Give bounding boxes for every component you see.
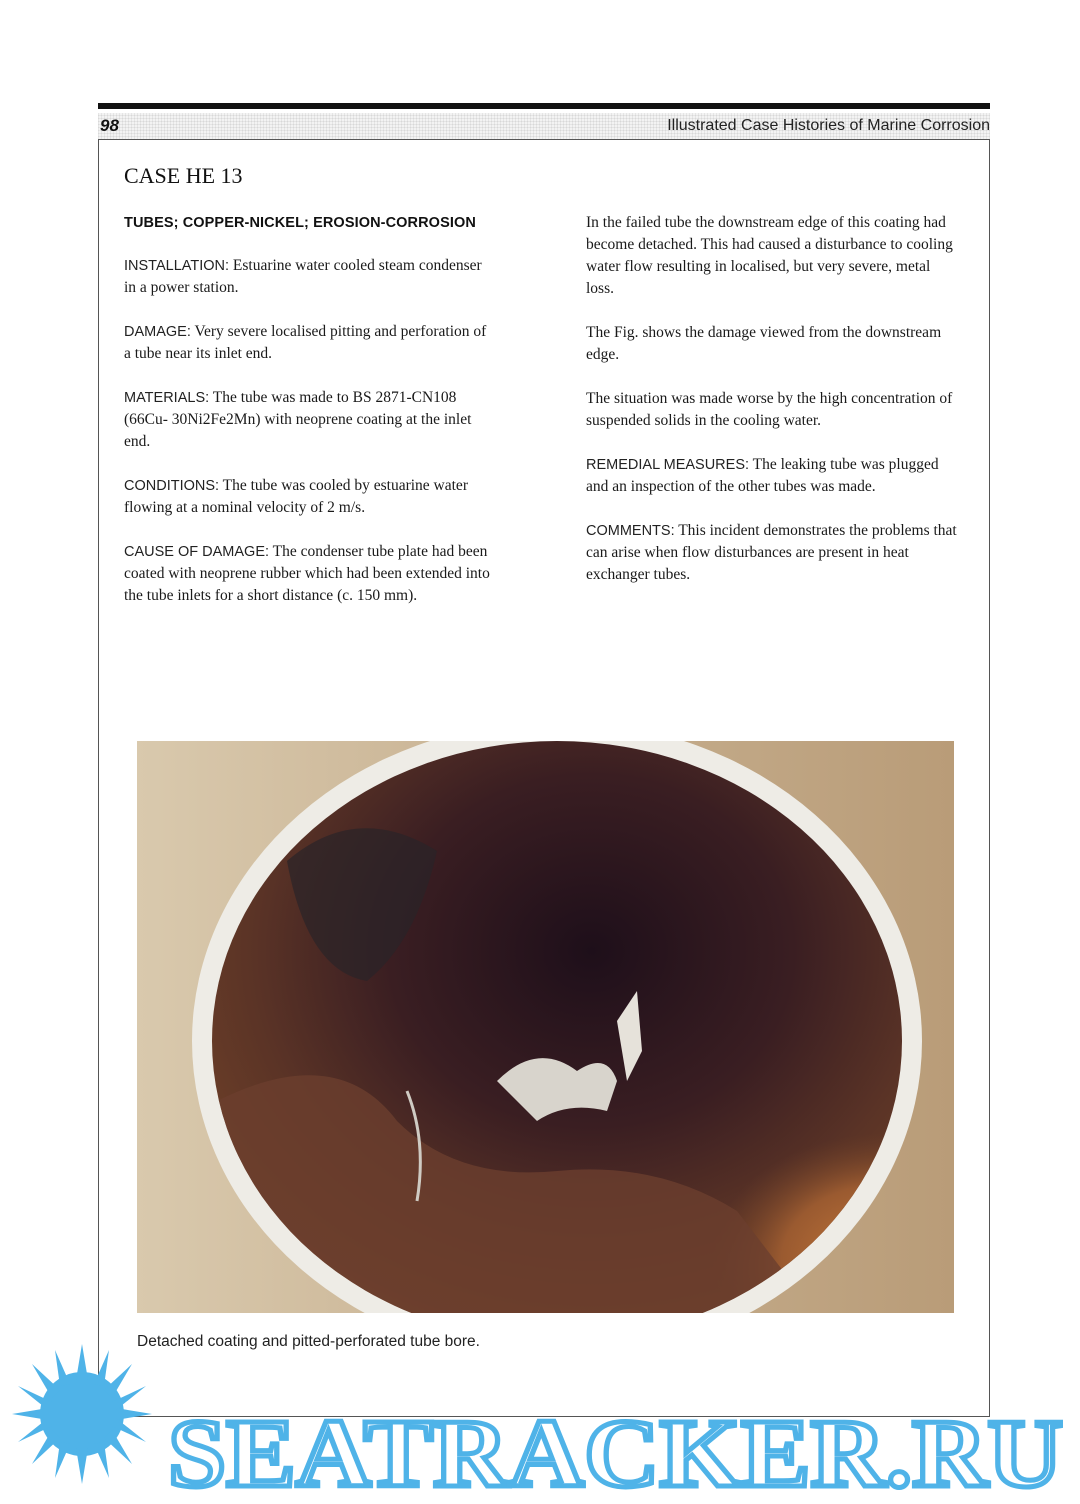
- figure-caption: Detached coating and pitted-perforated tube bore.: [137, 1333, 480, 1350]
- conditions-text: The tube was cooled by estuarine water flowing at a nominal velocity of 2 m/s.: [124, 477, 468, 516]
- watermark-text: SEATRACKER.RU: [168, 1400, 1063, 1504]
- installation-paragraph: [124, 255, 494, 299]
- comments-label: COMMENTS:: [586, 523, 675, 539]
- remedial-paragraph: [586, 454, 958, 498]
- cause-paragraph: [124, 541, 494, 607]
- materials-text: The tube was made to BS 2871-CN108 (66Cu- 30Ni2Fe2Mn) with neoprene coating at the inlet end.: [124, 389, 472, 450]
- comments-text: This incident demonstrates the problems that can arise when flow disturbances are present in heat exchanger tubes.: [586, 522, 957, 583]
- installation-text: Estuarine water cooled steam condenser in a power station.: [124, 257, 482, 296]
- damage-label: DAMAGE:: [124, 324, 191, 340]
- watermark: [0, 1340, 1080, 1504]
- cause-label: CAUSE OF DAMAGE:: [124, 544, 270, 560]
- running-title: Illustrated Case Histories of Marine Corrosion: [667, 117, 990, 134]
- frame-right-rule: [989, 139, 990, 1417]
- damage-paragraph: [124, 321, 494, 365]
- frame-left-rule: [98, 139, 99, 1417]
- materials-label: MATERIALS:: [124, 390, 210, 406]
- cause-text: The condenser tube plate had been coated with neoprene rubber which had been extended into the tube inlets for a short distance (c. 150 mm).: [124, 543, 490, 604]
- installation-label: INSTALLATION:: [124, 258, 230, 274]
- sun-burst-icon: [12, 1344, 152, 1484]
- conditions-paragraph: [124, 475, 494, 519]
- right-column: [586, 212, 958, 608]
- situation-paragraph: The situation was made worse by the high concentration of suspended solids in the cooling water.: [586, 390, 953, 429]
- comments-paragraph: [586, 520, 958, 586]
- case-subtitle: TUBES; COPPER-NICKEL; EROSION-CORROSION: [124, 215, 476, 231]
- fig-note-paragraph: The Fig. shows the damage viewed from the downstream edge.: [586, 324, 942, 363]
- case-title: CASE HE 13: [124, 163, 243, 188]
- page-number: 98: [100, 116, 119, 135]
- left-column: [124, 212, 494, 629]
- remedial-text: The leaking tube was plugged and an inspection of the other tubes was made.: [586, 456, 939, 495]
- failed-tube-paragraph: In the failed tube the downstream edge of this coating had become detached. This had caused a disturbance to cooling water flow resulting in localised, but very severe, metal loss.: [586, 214, 953, 297]
- running-header: [98, 113, 990, 140]
- header-rule: [98, 103, 990, 109]
- tube-bore-photo: [137, 741, 954, 1313]
- damage-text: Very severe localised pitting and perforation of a tube near its inlet end.: [124, 323, 487, 362]
- remedial-label: REMEDIAL MEASURES:: [586, 457, 750, 473]
- conditions-label: CONDITIONS:: [124, 478, 220, 494]
- materials-paragraph: [124, 387, 494, 453]
